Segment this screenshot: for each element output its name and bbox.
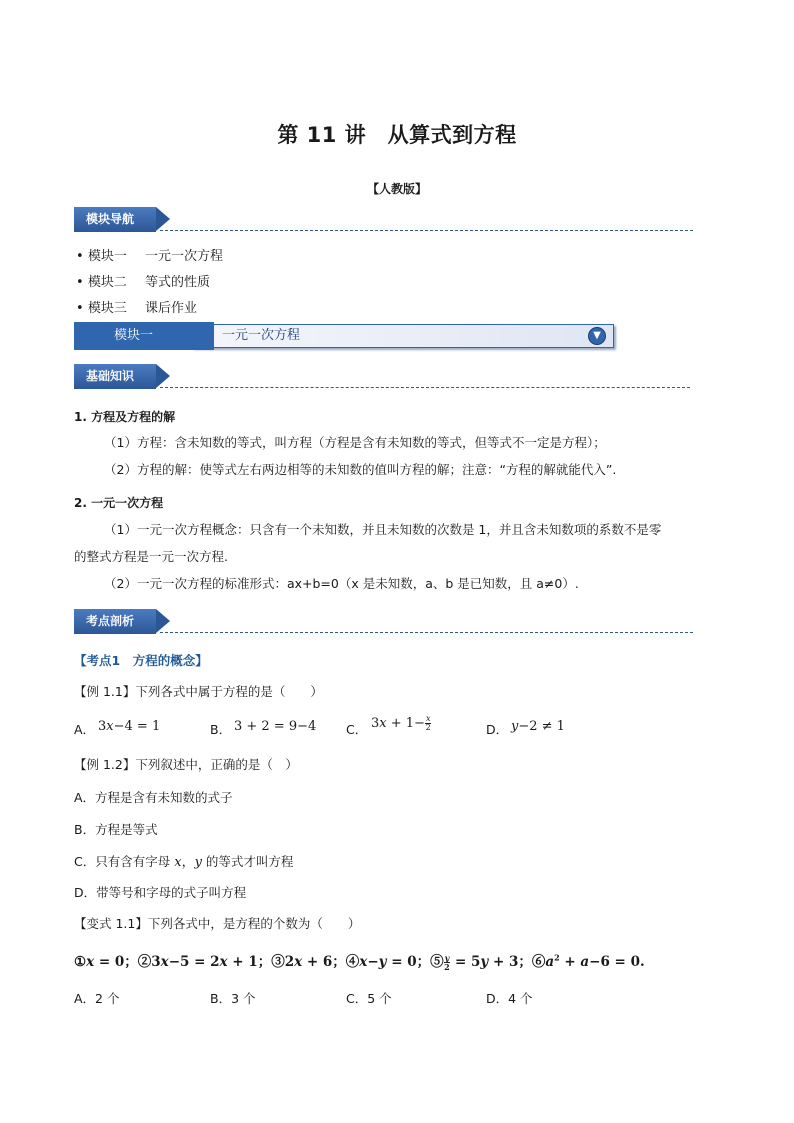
banner-topic: 一元一次方程 <box>222 328 301 343</box>
option-c-math: 3x + 1− $\frac{x}{2}$ <box>371 714 431 732</box>
divider <box>160 632 693 633</box>
paragraph: （1）方程：含未知数的等式，叫方程（方程是含有未知数的等式，但等式不一定是方程）； <box>104 435 606 450</box>
option-d-label: D． <box>486 722 509 737</box>
heading-equation: 1. 方程及方程的解 <box>74 410 176 424</box>
option-a: A．2 个 <box>74 991 120 1006</box>
bullet-icon: • <box>76 249 84 264</box>
question-stem: 【变式 1.1】下列各式中，是方程的个数为（ ） <box>74 916 361 931</box>
bullet-icon: • <box>76 275 84 290</box>
option-c: C．5 个 <box>346 991 392 1006</box>
question-stem: 【例 1.2】下列叙述中，正确的是（ ） <box>74 757 298 772</box>
heading-linear-equation: 2. 一元一次方程 <box>74 496 164 510</box>
divider <box>160 230 693 231</box>
option-b: B．3 个 <box>210 991 256 1006</box>
equation-list: ①x = 0；②3x−5 = 2x + 1；③2x + 6；④x−y = 0；⑤ $\frac{y}{2}$ = 5y + 3；$⑥a^2 + a-6 = 0$. <box>74 952 645 972</box>
question-stem: 【例 1.1】下列各式中属于方程的是（ ） <box>74 684 323 699</box>
option-c: C．只有含有字母 x，y 的等式才叫方程 <box>74 854 294 870</box>
section-tag-analysis: 考点剖析 <box>74 609 156 634</box>
kaodian-heading: 【考点1 方程的概念】 <box>74 653 208 668</box>
nav-item-1[interactable]: • 模块一 一元一次方程 <box>76 249 223 264</box>
options-row <box>74 714 694 738</box>
option-a-label: A． <box>74 722 96 737</box>
module-banner <box>74 322 614 350</box>
chevron-down-icon[interactable]: ▼ <box>588 327 606 345</box>
nav-item-2[interactable]: • 模块二 等式的性质 <box>76 275 210 290</box>
option-c-math: x，y <box>174 855 202 870</box>
option-b-math: 3 + 2 = 9−4 <box>234 719 317 734</box>
option-b: B．方程是等式 <box>74 822 158 837</box>
nav-item-3[interactable]: • 模块三 课后作业 <box>76 301 197 316</box>
option-c-label: C． <box>346 722 368 737</box>
paragraph: （1）一元一次方程概念：只含有一个未知数，并且未知数的次数是 1，并且含未知数项的系数不是零 <box>104 522 662 537</box>
paragraph: 的整式方程是一元一次方程. <box>74 549 228 564</box>
option-b-label: B． <box>210 722 232 737</box>
paragraph: （2）一元一次方程的标准形式：ax+b=0（x 是未知数，a、b 是已知数，且 a≠0）. <box>104 576 579 591</box>
option-a-math: 3x−4 = 1 <box>98 719 161 734</box>
divider <box>160 387 690 388</box>
option-d: D．带等号和字母的式子叫方程 <box>74 885 247 900</box>
banner-module-label: 模块一 <box>74 322 214 350</box>
bullet-icon: • <box>76 301 84 316</box>
option-d: D．4 个 <box>486 991 533 1006</box>
option-a: A．方程是含有未知数的式子 <box>74 790 233 805</box>
section-tag-nav: 模块导航 <box>74 207 156 232</box>
page-title: 第 11 讲 从算式到方程 <box>277 123 517 147</box>
edition-label: 【人教版】 <box>366 182 427 196</box>
option-d-math: y−2 ≠ 1 <box>511 719 565 734</box>
section-tag-basics: 基础知识 <box>74 364 156 389</box>
options-row <box>74 989 694 1009</box>
paragraph: （2）方程的解：使等式左右两边相等的未知数的值叫方程的解；注意：“方程的解就能代入”. <box>104 462 617 477</box>
